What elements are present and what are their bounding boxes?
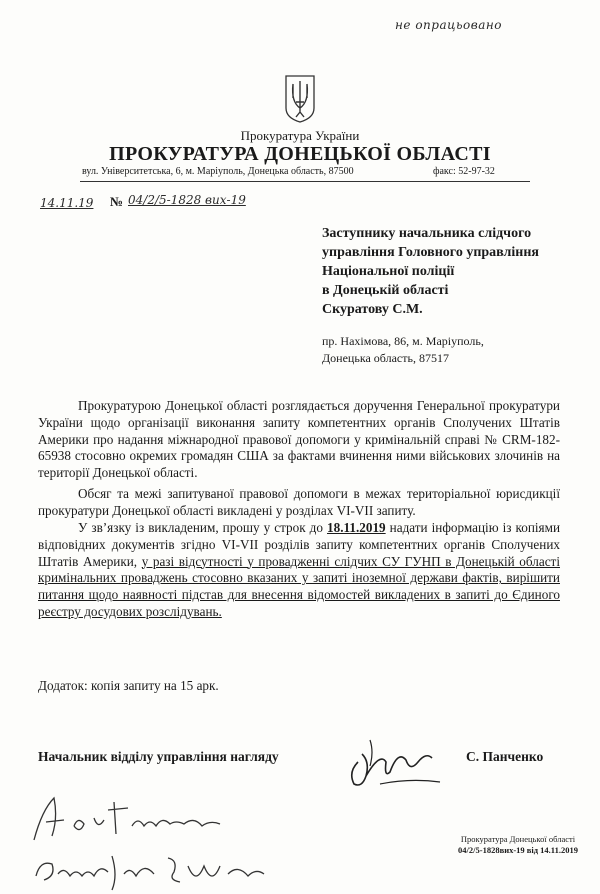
p3-start: У зв’язку із викладеним, прошу у строк до bbox=[78, 520, 328, 535]
org-subtitle: Прокуратура України bbox=[240, 128, 360, 143]
body-paragraph-1: Прокуратурою Донецької області розглядається доручення Генеральної прокуратури України щодо організації виконання запиту компетентних органів Сполучених Штатів Америки про надання міжнародної правової допомоги у кримінальній справі № CRM-182-65938 стосовно окремих громадян США за фактами вчинення ними військових злочинів на території Донецької області. bbox=[38, 398, 560, 481]
number-label: № bbox=[110, 194, 124, 209]
registration-stamp bbox=[440, 834, 596, 856]
signatory-position: Начальник відділу управління нагляду bbox=[38, 749, 279, 764]
body-paragraph-2: Обсяг та межі запитуваної правової допомоги в межах територіальної юрисдикції прокуратури Донецької області викладені у розділах VI-VII запиту. bbox=[38, 486, 560, 518]
recipient-line: управління Головного управління bbox=[322, 245, 539, 260]
recipient-address-line: Донецька область, 87517 bbox=[322, 351, 449, 365]
recipient-block bbox=[322, 224, 539, 319]
org-address: вул. Університетська, 6, м. Маріуполь, Донецька область, 87500 bbox=[82, 166, 354, 177]
body-paragraph-3 bbox=[38, 520, 560, 621]
handwritten-note: не опрацьовано bbox=[395, 18, 503, 32]
recipient-address bbox=[322, 333, 484, 367]
p3-middle: надати інформацію із копіями відповідних документів згідно VI-VII розділів запиту компетентних органів Сполучених Штатів Америки, bbox=[38, 520, 561, 569]
approval-visa-handwriting bbox=[28, 846, 268, 894]
trident-emblem-icon bbox=[283, 72, 317, 124]
deadline-date: 18.11.2019 bbox=[327, 520, 386, 535]
stamp-org: Прокуратура Донецької області bbox=[460, 834, 576, 844]
org-fax: факс: 52-97-32 bbox=[433, 166, 495, 177]
outgoing-number: 04/2/5-1828 вих-19 bbox=[128, 193, 246, 207]
stamp-number: 04/2/5-1828вих-19 від 14.11.2019 bbox=[458, 845, 578, 855]
recipient-line: Скуратову С.М. bbox=[322, 302, 423, 317]
org-title: ПРОКУРАТУРА ДОНЕЦЬКОЇ ОБЛАСТІ bbox=[109, 143, 491, 165]
signature-scribble bbox=[340, 732, 450, 792]
signatory-name: С. Панченко bbox=[466, 749, 544, 764]
recipient-line: в Донецькій області bbox=[322, 283, 449, 298]
header-divider bbox=[80, 181, 530, 182]
outgoing-date: 14.11.19 bbox=[40, 196, 94, 210]
recipient-line: Національної поліції bbox=[322, 264, 455, 279]
recipient-address-line: пр. Нахімова, 86, м. Маріуполь, bbox=[322, 334, 484, 348]
recipient-line: Заступнику начальника слідчого bbox=[322, 226, 532, 241]
attachment-line: Додаток: копія запиту на 15 арк. bbox=[38, 678, 219, 693]
p3-underlined: у разі відсутності у провадженні слідчих СУ ГУНП в Донецькій області кримінальних проваджень стосовно вказаних у запиті іноземної держави фактів, вирішити питання щодо наявності підстав для внесення відомостей викладених в запиті до Єдиного реєстру досудових розслідувань. bbox=[38, 553, 560, 619]
approval-visa-handwriting bbox=[24, 790, 254, 846]
